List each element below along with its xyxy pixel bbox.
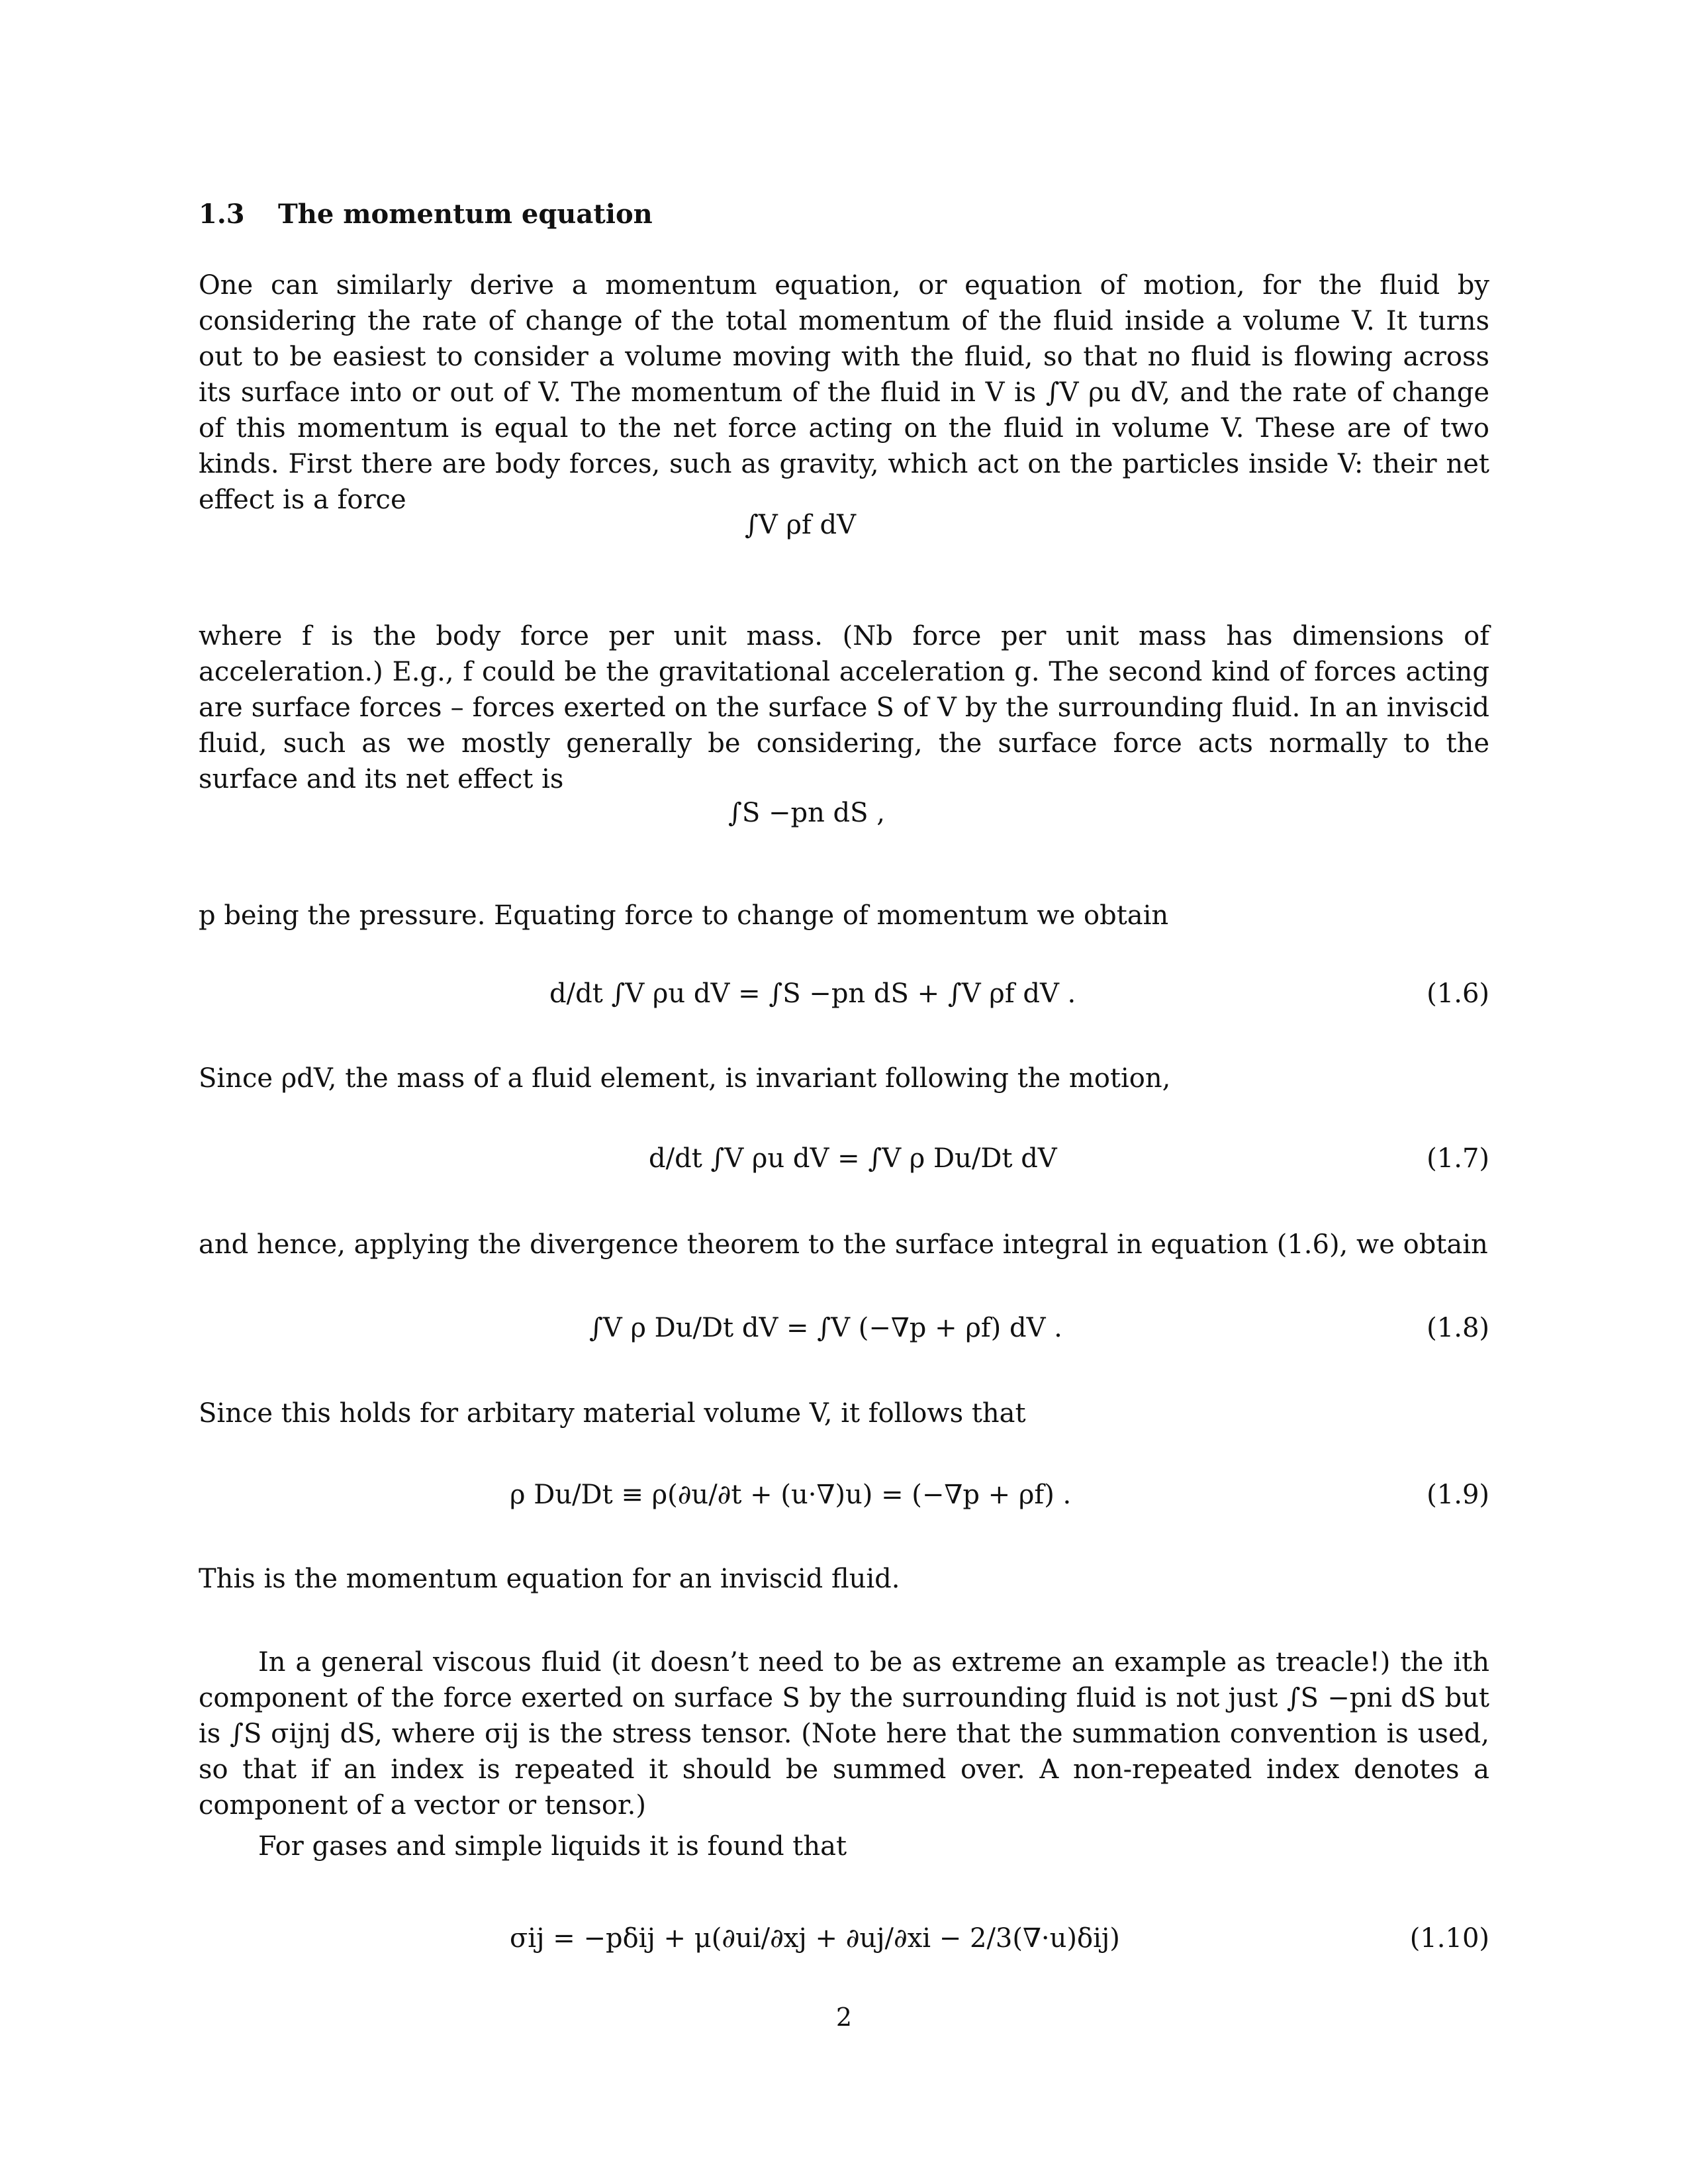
paragraph-intro: One can similarly derive a momentum equation, or equation of motion, for the fluid by considering the rate of change of the total momentum of the fluid inside a volume V. It turns out to be easiest to consider a volume moving with the fluid, so that no fluid is flowing across its surface into or out of V. The momentum of the fluid in V is ∫V ρu dV, and the rate of change of this momentum is equal to the net force acting on the fluid in volume V. These are of two kinds. First there are body forces, such as gravity, which act on the particles inside V: their net effect is a force bbox=[199, 270, 1489, 515]
equation-1-7: d/dt ∫V ρu dV = ∫V ρ Du/Dt dV bbox=[649, 1143, 1057, 1174]
page-number: 2 bbox=[835, 2003, 853, 2032]
paragraph-arbitrary-volume: Since this holds for arbitary material volume V, it follows that bbox=[199, 1398, 1026, 1429]
equation-1-9-tag: (1.9) bbox=[1427, 1480, 1489, 1510]
paragraph-gases: For gases and simple liquids it is found that bbox=[258, 1831, 847, 1862]
section-number: 1.3 bbox=[199, 199, 245, 230]
section-title: The momentum equation bbox=[278, 199, 653, 230]
equation-1-6: d/dt ∫V ρu dV = ∫S −pn dS + ∫V ρf dV . bbox=[549, 978, 1076, 1009]
paragraph-viscous: In a general viscous fluid (it doesn’t need to be as extreme an example as treacle!) the ith component of the force exerted on surface S by the surrounding fluid is not just ∫S −pni dS but is ∫S σijnj dS, where σij is the stress tensor. (Note here that the summation convention is used, so that if an index is repeated it should be summed over. A non-repeated index denotes a component of a vector or tensor.) bbox=[199, 1647, 1489, 1821]
equation-1-9: ρ Du/Dt ≡ ρ(∂u/∂t + (u·∇)u) = (−∇p + ρf) . bbox=[510, 1480, 1072, 1510]
equation-1-10: σij = −pδij + μ(∂ui/∂xj + ∂uj/∂xi − 2/3(∇·u)δij) bbox=[510, 1923, 1120, 1954]
equation-1-8: ∫V ρ Du/Dt dV = ∫V (−∇p + ρf) dV . bbox=[589, 1313, 1062, 1343]
equation-1-10-tag: (1.10) bbox=[1409, 1923, 1489, 1954]
equation-body-force: ∫V ρf dV bbox=[745, 510, 856, 540]
paragraph-inviscid: This is the momentum equation for an inviscid fluid. bbox=[199, 1564, 900, 1594]
paragraph-divergence: and hence, applying the divergence theorem to the surface integral in equation (1.6), we obtain bbox=[199, 1229, 1488, 1260]
section-heading bbox=[199, 199, 1489, 230]
equation-surface-force: ∫S −pn dS , bbox=[728, 798, 885, 828]
equation-1-7-tag: (1.7) bbox=[1427, 1143, 1489, 1174]
page bbox=[199, 0, 1489, 2184]
paragraph-body-force: where f is the body force per unit mass. (Nb force per unit mass has dimensions of acceleration.) E.g., f could be the gravitational acceleration g. The second kind of forces acting are surface forces – forces exerted on the surface S of V by the surrounding fluid. In an inviscid fluid, such as we mostly generally be considering, the surface force acts normally to the surface and its net effect is bbox=[199, 621, 1489, 794]
paragraph-mass-invariant: Since ρdV, the mass of a fluid element, is invariant following the motion, bbox=[199, 1063, 1171, 1094]
paragraph-pressure: p being the pressure. Equating force to change of momentum we obtain bbox=[199, 900, 1169, 931]
equation-1-6-tag: (1.6) bbox=[1427, 978, 1489, 1009]
equation-1-8-tag: (1.8) bbox=[1427, 1313, 1489, 1343]
